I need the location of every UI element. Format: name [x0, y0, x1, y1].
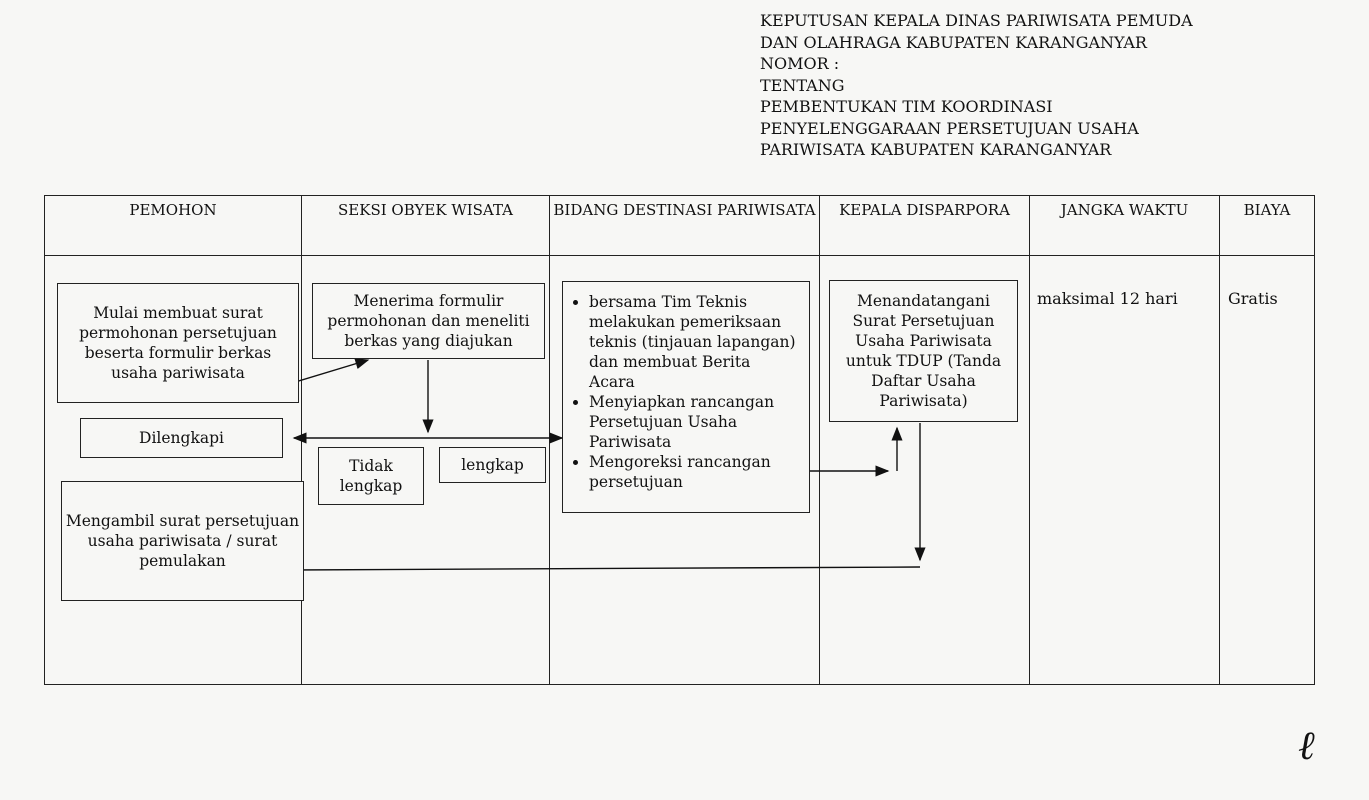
bidang-task-1: • bersama Tim Teknis melakukan pemeriksaan teknis (tinjauan lapangan) dan membuat Berita Acara [589, 292, 801, 392]
box-lengkap: lengkap [439, 447, 546, 483]
column-header-kepala: KEPALA DISPARPORA [820, 196, 1030, 256]
column-header-biaya: BIAYA [1220, 196, 1315, 256]
arrow-start-to-menerima [292, 360, 368, 383]
box-bidang [562, 281, 810, 513]
box-pemohon-start: Mulai membuat surat permohonan persetujuan beserta formulir berkas usaha pariwisata [57, 283, 299, 403]
bidang-task-list [571, 292, 801, 492]
box-tidak-lengkap: Tidak lengkap [318, 447, 424, 505]
header-line-6: PENYELENGGARAAN PERSETUJUAN USAHA [760, 118, 1139, 138]
header-line-3: NOMOR : [760, 54, 840, 73]
header-line-7: PARIWISATA KABUPATEN KARANGANYAR [760, 140, 1112, 159]
box-mengambil: Mengambil surat persetujuan usaha pariwisata / surat pemulakan [61, 481, 304, 601]
column-header-bidang: BIDANG DESTINASI PARIWISATA [550, 196, 820, 256]
jangka-waktu-value: maksimal 12 hari [1037, 289, 1178, 308]
header-line-2: DAN OLAHRAGA KABUPATEN KARANGANYAR [760, 32, 1147, 52]
header-line-1: KEPUTUSAN KEPALA DINAS PARIWISATA PEMUDA [760, 11, 1193, 30]
header-line-4: TENTANG [760, 75, 845, 95]
column-header-pemohon: PEMOHON [45, 196, 302, 256]
box-menerima: Menerima formulir permohonan dan meneliti berkas yang diajukan [312, 283, 545, 359]
bidang-task-3: • Mengoreksi rancangan persetujuan [589, 452, 801, 492]
bidang-task-2: • Menyiapkan rancangan Persetujuan Usaha Pariwisata [589, 392, 801, 452]
arrow-to-mengambil [288, 567, 920, 570]
header-line-5: PEMBENTUKAN TIM KOORDINASI [760, 97, 1053, 116]
paraf-signature: ℓ [1298, 723, 1315, 769]
box-kepala: Menandatangani Surat Persetujuan Usaha Pariwisata untuk TDUP (Tanda Daftar Usaha Pariwisata) [829, 280, 1018, 422]
column-header-jangka-waktu: JANGKA WAKTU [1030, 196, 1220, 256]
box-dilengkapi: Dilengkapi [80, 418, 283, 458]
biaya-value: Gratis [1228, 289, 1278, 308]
column-header-seksi: SEKSI OBYEK WISATA [302, 196, 550, 256]
